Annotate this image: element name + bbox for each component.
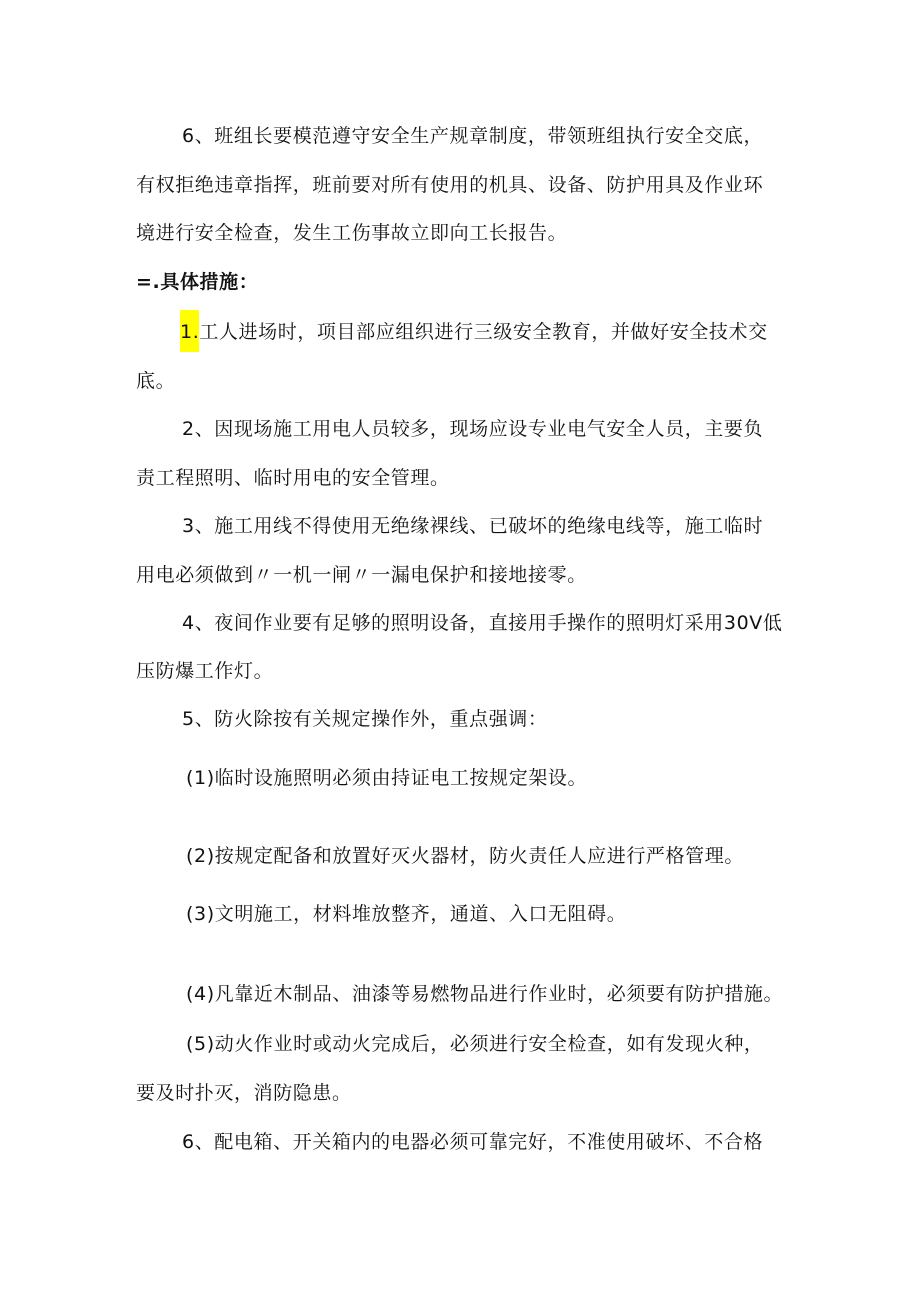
highlighted-number: 1. (180, 310, 199, 352)
measure-4-line-2: 压防爆工作灯。 (136, 660, 274, 682)
measure-3-line-2: 用电必须做到〃一机一闸〃一漏电保护和接地接零。 (136, 564, 587, 586)
fire-item-3: (3)文明施工，材料堆放整齐，通道、入口无阻碍。 (186, 903, 627, 925)
measure-2-line-2: 责工程照明、临时用电的安全管理。 (136, 467, 450, 489)
paragraph-6-line-2: 有权拒绝违章指挥，班前要对所有使用的机具、设备、防护用具及作业环 (136, 174, 764, 196)
measure-2-line-1: 2、因现场施工用电人员较多，现场应设专业电气安全人员，主要负 (182, 418, 764, 440)
fire-item-4: (4)凡靠近木制品、油漆等易燃物品进行作业时，必须要有防护措施。 (186, 983, 784, 1005)
fire-item-5-line-1: (5)动火作业时或动火完成后，必须进行安全检查，如有发现火种， (186, 1033, 764, 1055)
paragraph-6-line-3: 境进行安全检查，发生工伤事故立即向工长报告。 (136, 222, 568, 244)
measure-1-line-1 (180, 318, 768, 346)
fire-item-2: (2)按规定配备和放置好灭火器材，防火责任人应进行严格管理。 (186, 845, 744, 867)
measure-3-line-1: 3、施工用线不得使用无绝缘裸线、已破坏的绝缘电线等，施工临时 (182, 515, 764, 537)
fire-item-5-line-2: 要及时扑灭，消防隐患。 (136, 1082, 352, 1104)
section-heading: =.具体措施： (136, 271, 259, 293)
measure-5-line-1: 5、防火除按有关规定操作外，重点强调： (182, 708, 548, 730)
measure-4-line-1: 4、夜间作业要有足够的照明设备，直接用手操作的照明灯采用30V低 (182, 612, 783, 634)
measure-1-line-2: 底。 (136, 370, 176, 392)
measure-6-line-1: 6、配电箱、开关箱内的电器必须可靠完好，不准使用破坏、不合格 (182, 1131, 764, 1153)
paragraph-6-line-1: 6、班组长要模范遵守安全生产规章制度，带领班组执行安全交底， (182, 125, 764, 147)
fire-item-1: (1)临时设施照明必须由持证电工按规定架设。 (186, 767, 588, 789)
measure-1-text: 工人进场时，项目部应组织进行三级安全教育，并做好安全技术交 (199, 321, 768, 343)
